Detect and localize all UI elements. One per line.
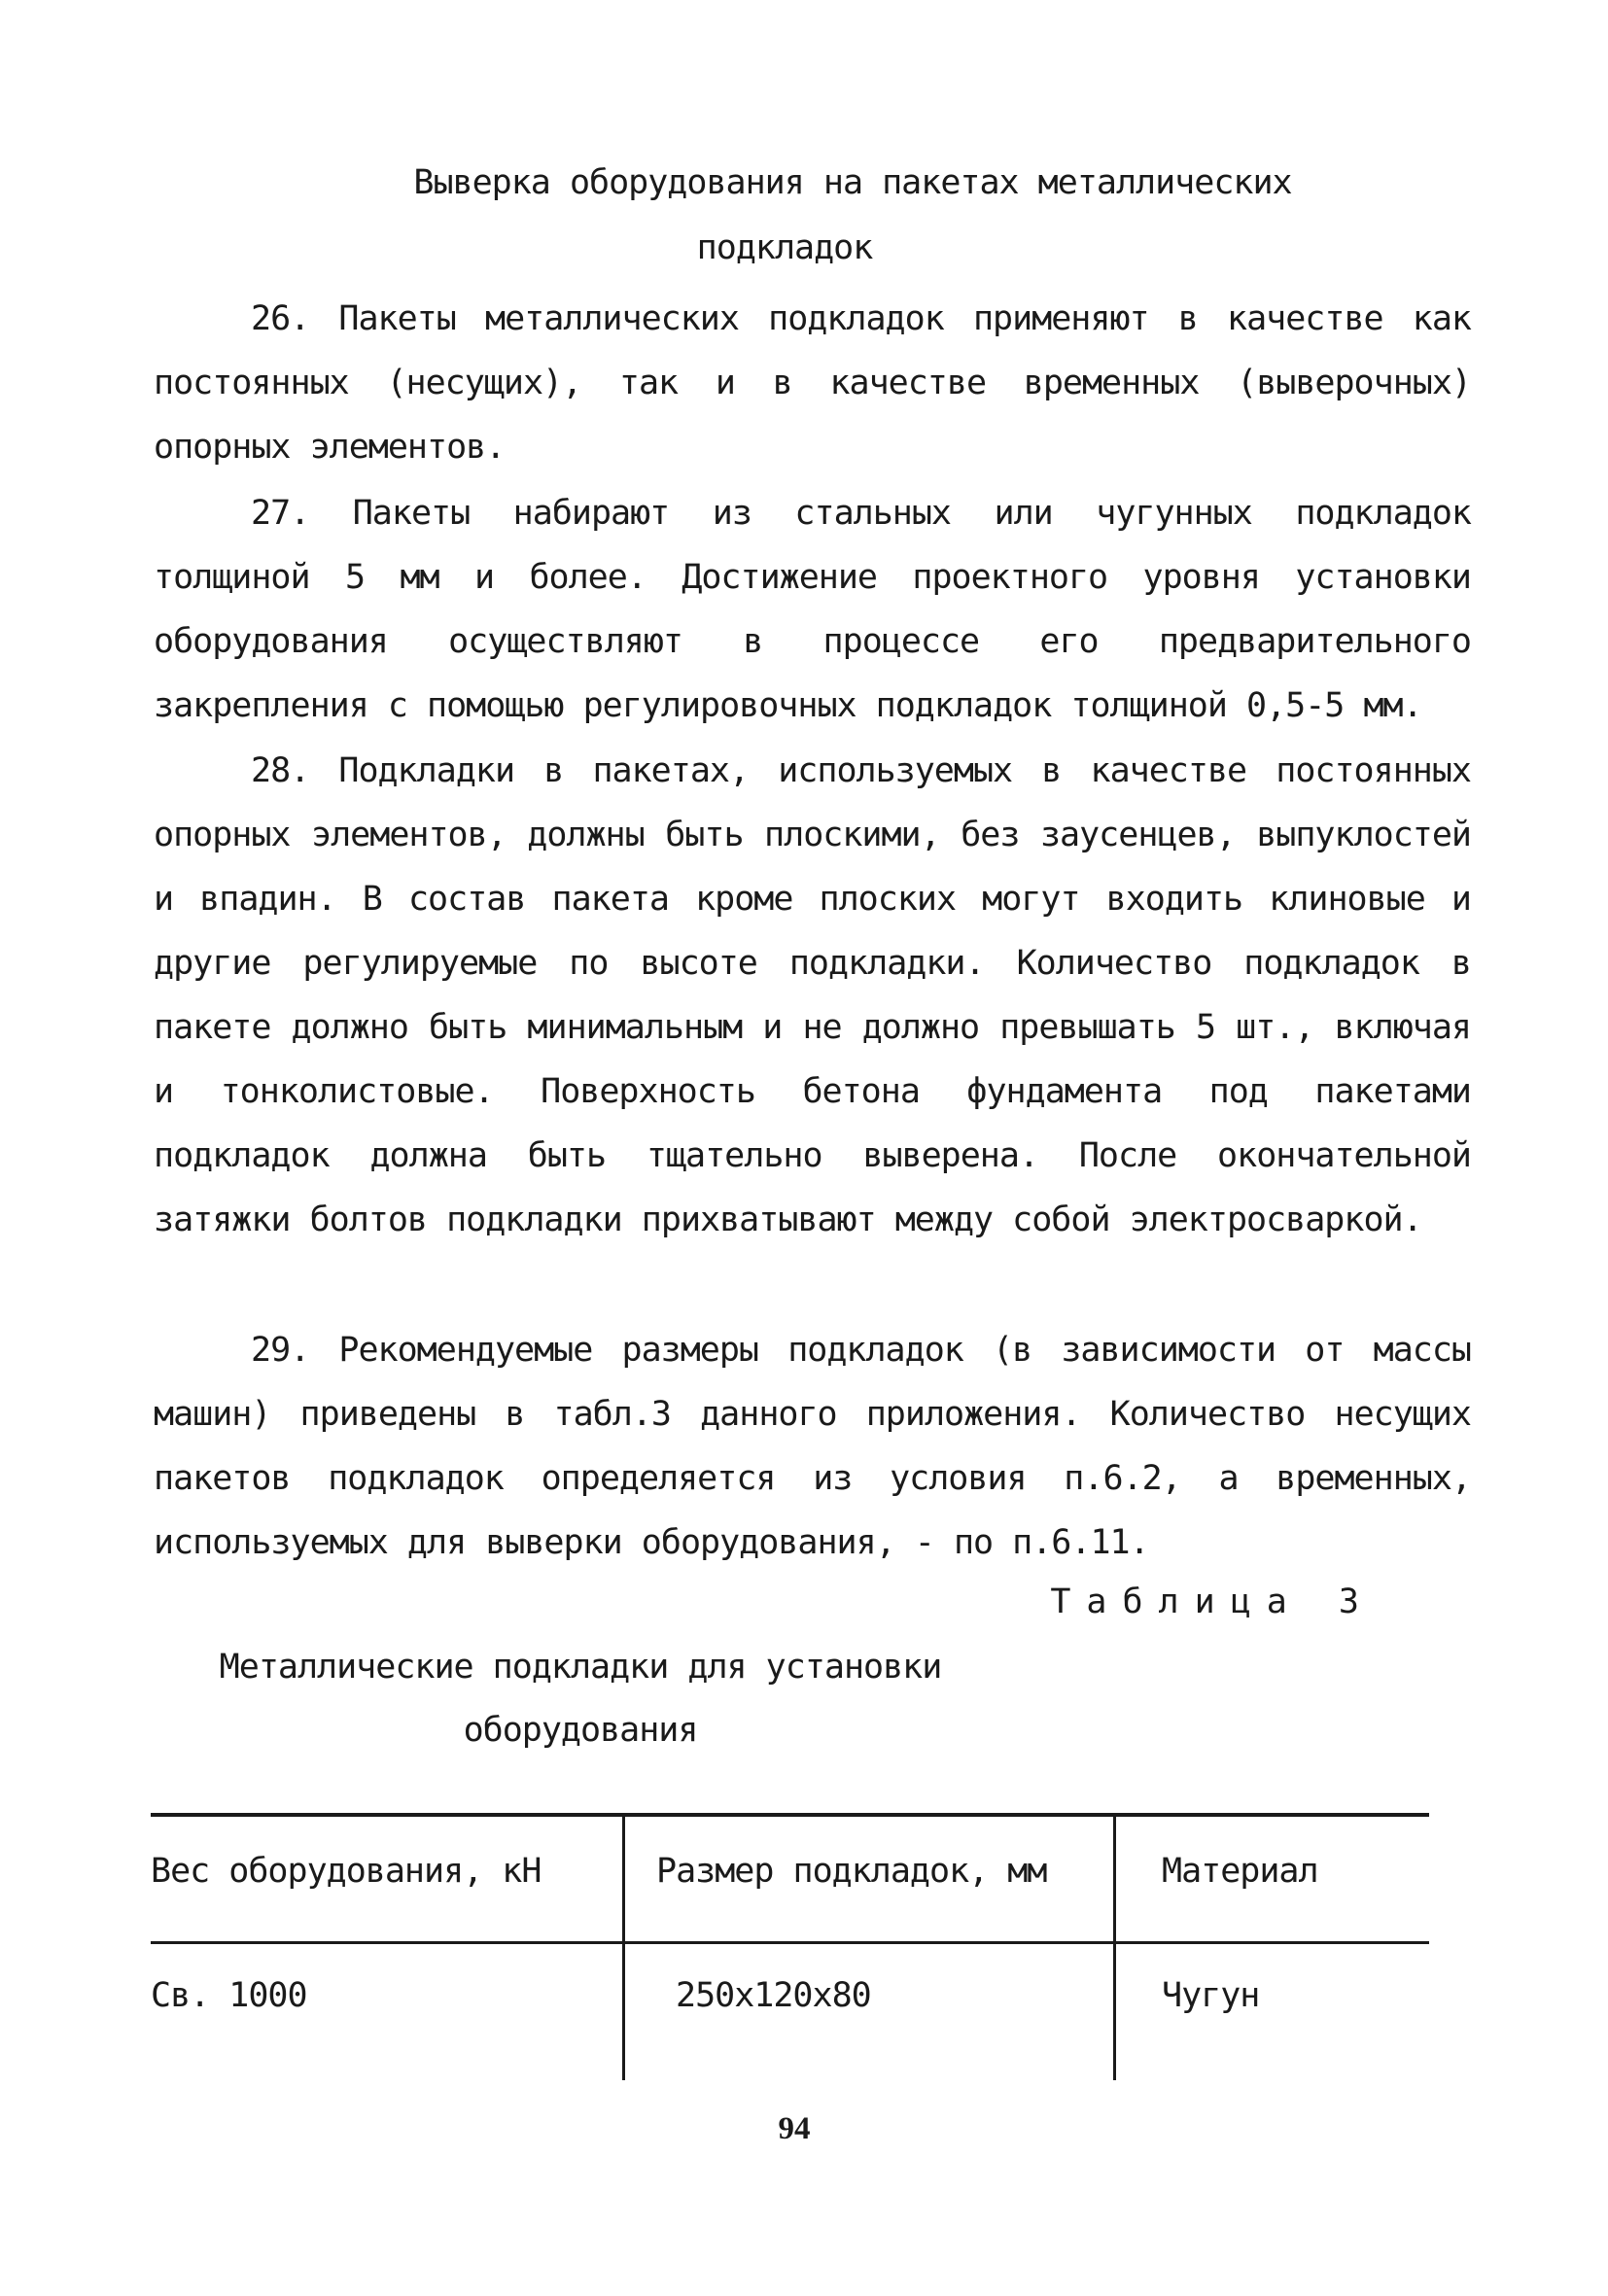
section-title-line-2: подкладок: [696, 228, 873, 267]
table-title-line-1: Металлические подкладки для установки: [219, 1648, 942, 1687]
table-top-rule: [151, 1813, 1429, 1817]
shims-table: [151, 1813, 1429, 2080]
table-header-rule: [151, 1941, 1429, 1944]
paragraph-29: 29. Рекомендуемые размеры подкладок (в зависимости от массы машин) приведены в табл.3 данного приложения. Количество несущих пакетов подкладок определяется из условия п.6.2, а временных, используемых для выверки оборудования, - по п.6.11.: [154, 1331, 1471, 1562]
paragraph-28: 28. Подкладки в пакетах, используемых в качестве постоянных опорных элементов, должны быть плоскими, без заусенцев, выпуклостей и впадин. В состав пакета кроме плоских могут входить клиновые и другие регулируемые по высоте подкладки. Количество подкладок в пакете должно быть минимальным и не должно превышать 5 шт., включая и тонколистовые. Поверхность бетона фундамента под пакетами подкладок должна быть тщательно выверена. После окончательной затяжки болтов подкладки прихватывают между собой электросваркой.: [154, 751, 1471, 1239]
table-header-material: Материал: [1162, 1852, 1318, 1891]
table-cell-material: Чугун: [1162, 1976, 1260, 2015]
paragraph-27: 27. Пакеты набирают из стальных или чугунных подкладок толщиной 5 мм и более. Достижение проектного уровня установки оборудования осуществляют в процессе его предварительного закрепления с помощью регулировочных подкладок толщиной 0,5-5 мм.: [154, 494, 1471, 725]
table-header-size: Размер подкладок, мм: [656, 1852, 1047, 1891]
table-cell-size: 250х120х80: [676, 1976, 871, 2015]
page-number: 94: [778, 2111, 811, 2146]
paragraph-26: 26. Пакеты металлических подкладок применяют в качестве как постоянных (несущих), так и в качестве временных (выверочных) опорных элементов.: [154, 299, 1471, 467]
table-header-weight: Вес оборудования, кН: [151, 1852, 542, 1891]
table-column-divider-1: [622, 1813, 625, 2080]
table-column-divider-2: [1113, 1813, 1116, 2080]
table-label: Таблица 3: [1050, 1583, 1375, 1621]
table-cell-weight: Св. 1000: [151, 1976, 307, 2015]
table-title-line-2: оборудования: [463, 1711, 698, 1750]
section-title-line-1: Выверка оборудования на пакетах металлических: [413, 163, 1292, 202]
